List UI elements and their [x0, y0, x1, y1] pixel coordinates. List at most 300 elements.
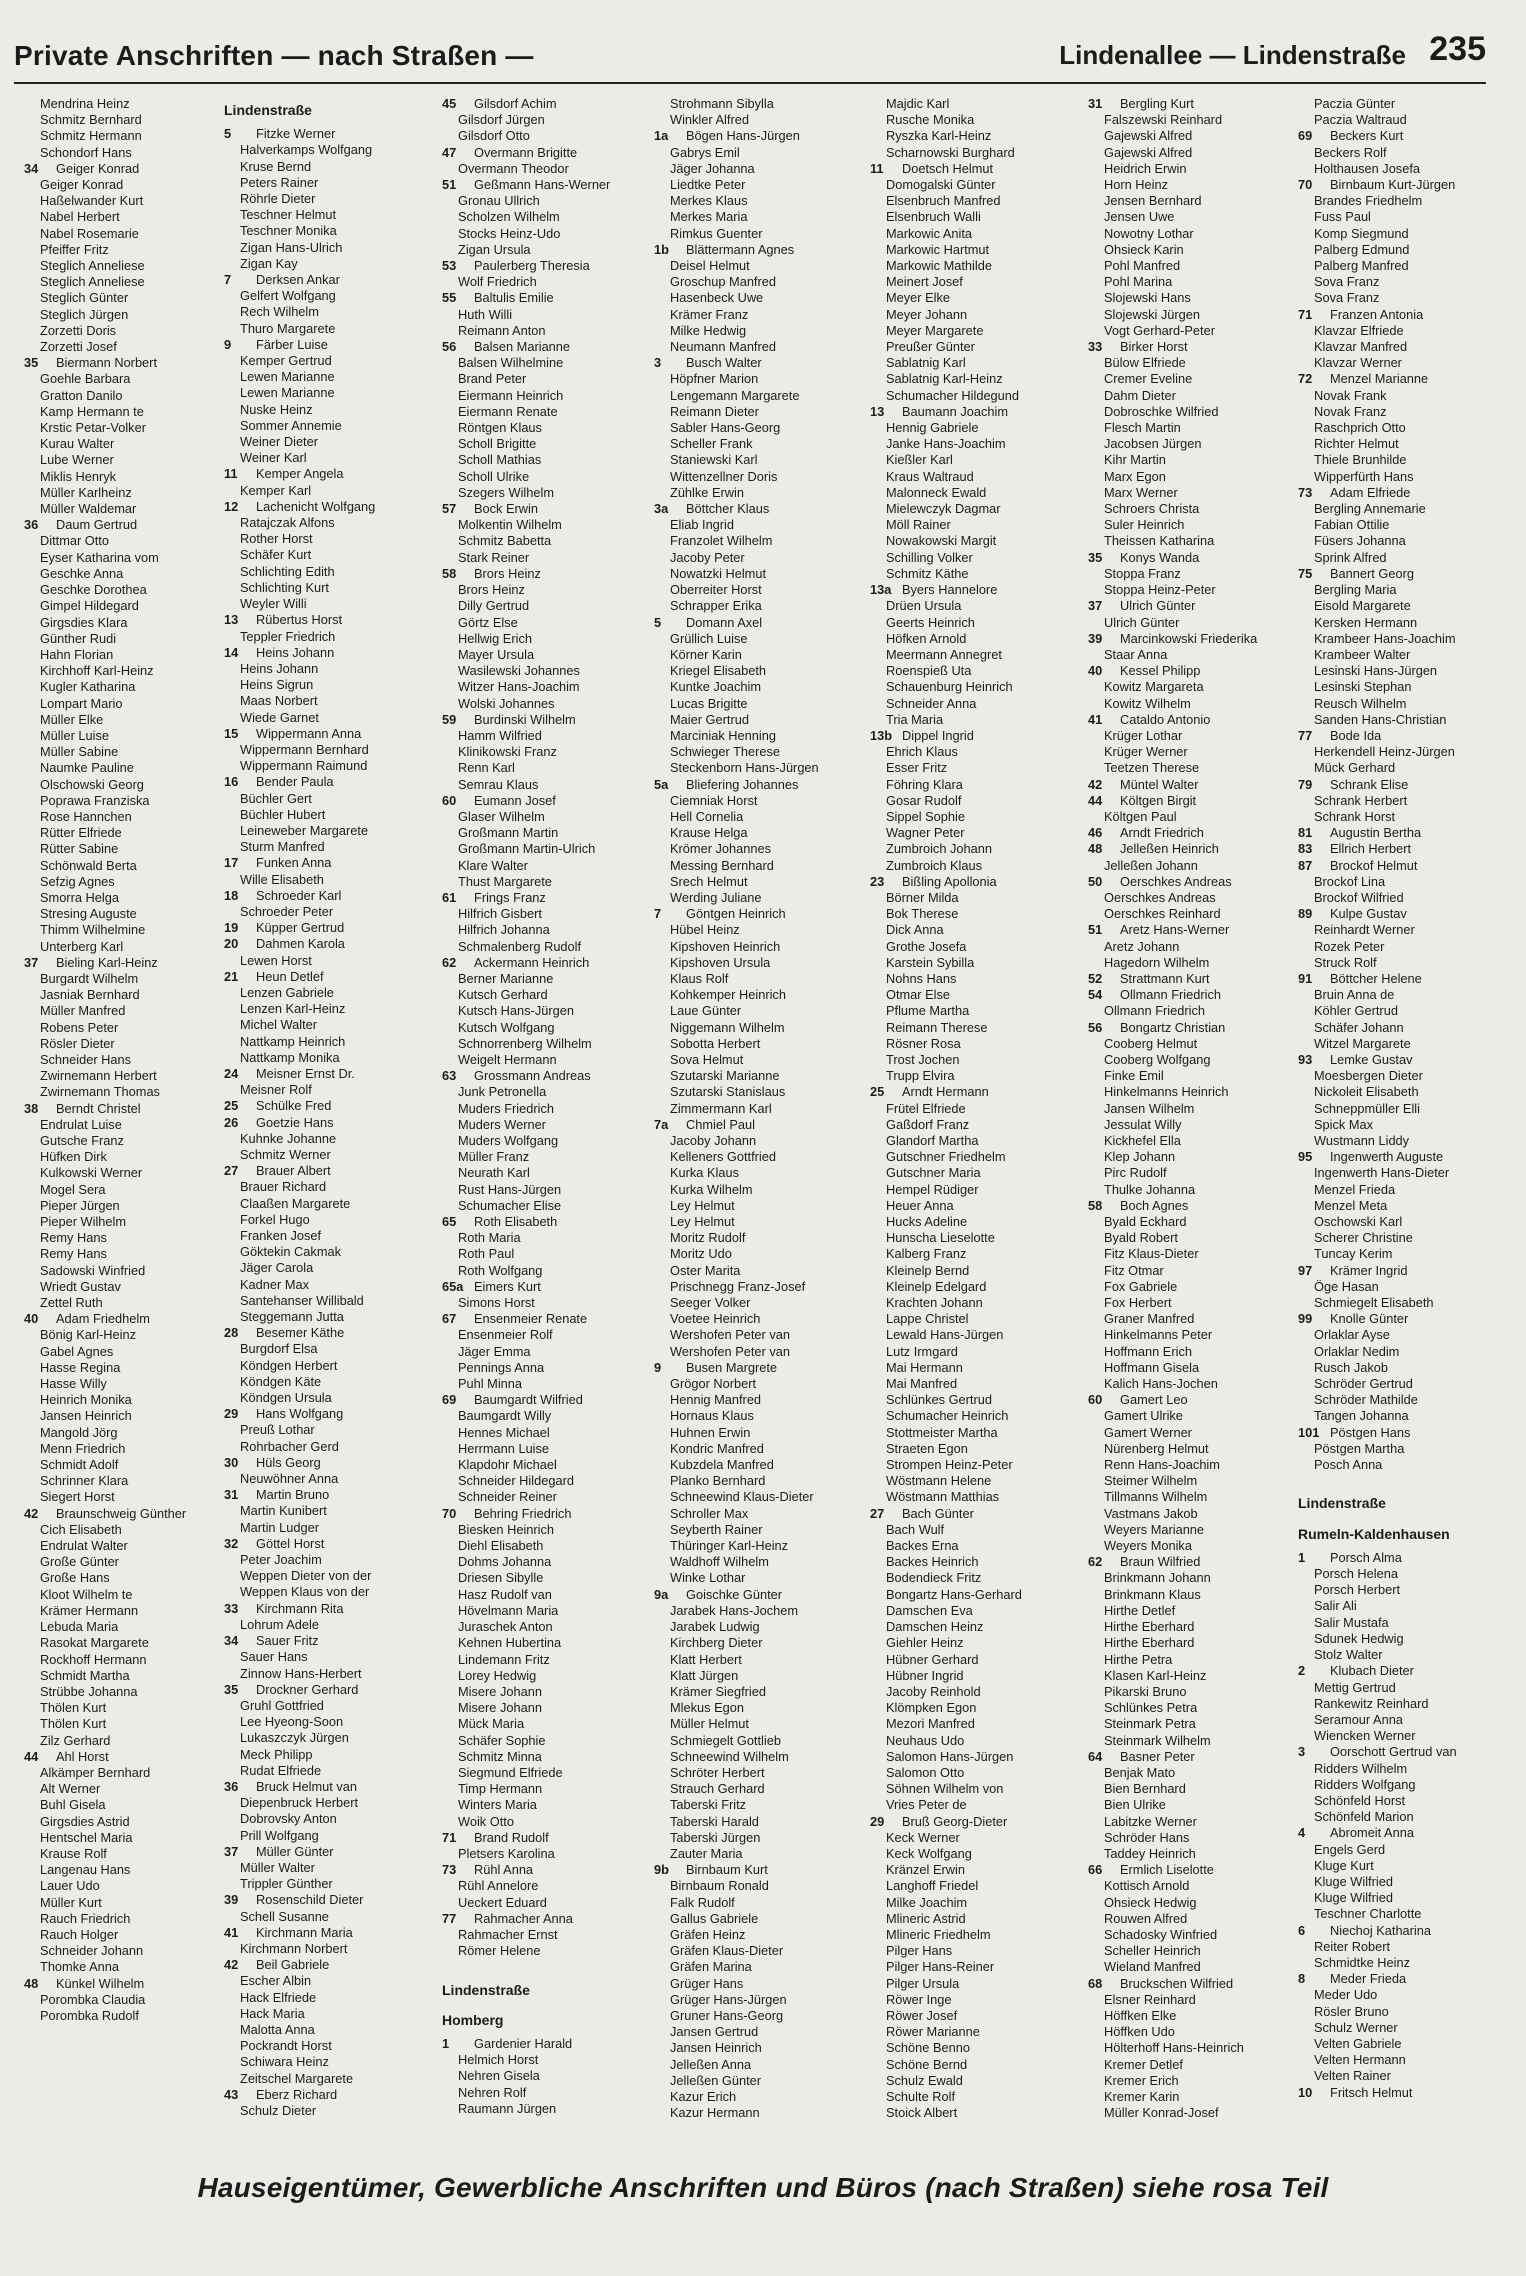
resident-name: Nehren Gisela	[458, 2068, 540, 2084]
resident-name: Hell Cornelia	[670, 808, 744, 824]
resident-name: Porsch Helena	[1314, 1566, 1398, 1582]
resident-name: Holthausen Josefa	[1314, 160, 1420, 176]
resident-name: Köndgen Ursula	[240, 1390, 332, 1406]
resident-name: Bongartz Christian	[1120, 1019, 1226, 1035]
house-number-entry	[1088, 874, 1293, 890]
resident-name: Damschen Eva	[886, 1602, 973, 1618]
resident-name: Kirchhoff Karl-Heinz	[40, 663, 154, 679]
house-number: 27	[870, 1505, 885, 1521]
resident-name: Beil Gabriele	[256, 1957, 330, 1973]
resident-name: Hinkelmanns Peter	[1104, 1327, 1213, 1343]
resident-name: Rahmacher Ernst	[458, 1926, 558, 1942]
house-number: 43	[224, 2086, 239, 2102]
resident-name: Brand Peter	[458, 371, 527, 387]
house-number-entry	[224, 126, 429, 142]
resident-name: Driesen Sibylle	[458, 1570, 544, 1586]
resident-name: Franzen Antonia	[1330, 306, 1424, 322]
resident-name: Sobotta Herbert	[670, 1035, 761, 1051]
resident-name: Rohrbacher Gerd	[240, 1438, 339, 1454]
house-number-entry	[654, 1862, 859, 1878]
resident-name: Heins Johann	[256, 644, 335, 660]
resident-name: Bergling Kurt	[1120, 96, 1194, 111]
resident-name: Heins Sigrun	[240, 677, 314, 693]
resident-name: Scholzen Wilhelm	[458, 209, 560, 225]
spacer	[442, 1959, 647, 1975]
resident-name: Böttcher Klaus	[686, 501, 770, 517]
resident-name: Gardenier Harald	[474, 2035, 573, 2051]
resident-name: Orlaklar Ayse	[1314, 1327, 1390, 1343]
resident-name: Mai Manfred	[886, 1376, 958, 1392]
house-number-entry	[442, 145, 647, 161]
resident-name: Schulz Ewald	[886, 2072, 963, 2088]
resident-name: Röwer Inge	[886, 1991, 952, 2007]
resident-name: Arndt Friedrich	[1120, 825, 1204, 841]
resident-name: Diepenbruck Herbert	[240, 1795, 359, 1811]
resident-name: Weyers Marianne	[1104, 1521, 1205, 1537]
resident-name: Kirchmann Norbert	[240, 1940, 348, 1956]
house-number-entry	[1088, 1862, 1293, 1878]
resident-name: Jessulat Willy	[1104, 1116, 1182, 1132]
resident-name: Bieling Karl-Heinz	[56, 954, 158, 970]
house-number-entry	[1298, 1263, 1503, 1279]
resident-name: Dick Anna	[886, 922, 944, 938]
house-number-entry	[24, 1976, 229, 1992]
resident-name: Schneider Hans	[40, 1051, 132, 1067]
resident-name: Kießler Karl	[886, 452, 953, 468]
resident-name: Müller Manfred	[40, 1003, 126, 1019]
resident-name: Hüfken Dirk	[40, 1149, 107, 1165]
resident-name: Oschowski Karl	[1314, 1214, 1403, 1230]
house-number-entry	[224, 645, 429, 661]
resident-name: Graner Manfred	[1104, 1311, 1195, 1327]
house-number-entry	[224, 1163, 429, 1179]
house-number-entry	[1298, 841, 1503, 857]
resident-name: Klasen Karl-Heinz	[1104, 1667, 1207, 1683]
resident-name: Jensen Bernhard	[1104, 193, 1202, 209]
resident-name: Cremer Eveline	[1104, 371, 1193, 387]
resident-name: Ellrich Herbert	[1330, 841, 1412, 857]
house-number-entry	[224, 774, 429, 790]
house-number: 62	[442, 954, 457, 970]
resident-name: Hölterhoff Hans-Heinrich	[1104, 2040, 1244, 2056]
resident-name: Gilsdorf Otto	[458, 128, 530, 144]
resident-name: Giehler Heinz	[886, 1635, 964, 1651]
resident-name: Bißling Apollonia	[902, 873, 997, 889]
house-number-entry	[1298, 1311, 1503, 1327]
house-number-entry	[870, 582, 1075, 598]
spacer	[1298, 1473, 1503, 1489]
resident-name: Mettig Gertrud	[1314, 1679, 1396, 1695]
resident-name: Zumbroich Johann	[886, 841, 992, 857]
resident-name: Schneppmüller Elli	[1314, 1100, 1420, 1116]
resident-name: Roth Elisabeth	[474, 1214, 558, 1230]
resident-name: Juraschek Anton	[458, 1619, 553, 1635]
resident-name: Meisner Ernst Dr.	[256, 1065, 355, 1081]
resident-name: Fuss Paul	[1314, 209, 1371, 225]
house-number-entry	[870, 1814, 1075, 1830]
resident-name: Boch Agnes	[1120, 1197, 1189, 1213]
house-number-entry	[224, 726, 429, 742]
resident-name: Strauch Gerhard	[670, 1781, 765, 1797]
resident-name: Schröter Herbert	[670, 1764, 765, 1780]
resident-name: Domogalski Günter	[886, 177, 996, 193]
resident-name: Fritsch Helmut	[1330, 2084, 1413, 2100]
resident-name: Jäger Emma	[458, 1343, 531, 1359]
resident-name: Müller Helmut	[670, 1716, 749, 1732]
resident-name: Sdunek Hedwig	[1314, 1630, 1404, 1646]
resident-name: Gabrys Emil	[670, 144, 740, 160]
resident-name: Wiencken Werner	[1314, 1728, 1416, 1744]
resident-name: Schneewind Klaus-Dieter	[670, 1489, 814, 1505]
resident-name: Rosenschild Dieter	[256, 1892, 364, 1908]
house-number-entry	[1298, 1744, 1503, 1760]
resident-name: Görtz Else	[458, 614, 518, 630]
house-number: 2	[1298, 1663, 1306, 1679]
house-number: 47	[442, 144, 457, 160]
resident-name: Rösler Bruno	[1314, 2003, 1389, 2019]
resident-name: Nowatzki Helmut	[670, 565, 767, 581]
resident-name: Biesken Heinrich	[458, 1521, 555, 1537]
resident-name: Schiwara Heinz	[240, 2054, 329, 2070]
house-number: 33	[224, 1600, 239, 1616]
resident-name: Gamert Werner	[1104, 1424, 1192, 1440]
resident-name: Zigan Ursula	[458, 241, 531, 257]
house-number-entry	[442, 793, 647, 809]
resident-name: Drüen Ursula	[886, 598, 962, 614]
resident-name: Alkämper Bernhard	[40, 1764, 151, 1780]
column-7	[1298, 96, 1503, 2158]
house-number: 50	[1088, 873, 1103, 889]
resident-name: Rimkus Guenter	[670, 225, 763, 241]
resident-name: Karstein Sybilla	[886, 954, 975, 970]
resident-name: Abromeit Anna	[1330, 1825, 1414, 1841]
resident-name: Bruin Anna de	[1314, 987, 1395, 1003]
resident-name: Stolz Walter	[1314, 1647, 1383, 1663]
resident-name: Wolf Friedrich	[458, 274, 537, 290]
resident-name: Dahmen Karola	[256, 936, 345, 952]
resident-name: Behring Friedrich	[474, 1505, 572, 1521]
resident-name: Büchler Hubert	[240, 806, 326, 822]
house-number: 12	[224, 498, 239, 514]
resident-name: Burgardt Wilhelm	[40, 970, 139, 986]
resident-name: Stresing Auguste	[40, 906, 137, 922]
resident-name: Niggemann Wilhelm	[670, 1019, 785, 1035]
resident-name: Göttel Horst	[256, 1535, 325, 1551]
house-number-entry	[224, 466, 429, 482]
resident-name: Schneider Hildegard	[458, 1473, 574, 1489]
house-number-entry	[442, 501, 647, 517]
resident-name: Schmiegelt Gottlieb	[670, 1732, 781, 1748]
resident-name: Eliab Ingrid	[670, 517, 735, 533]
resident-name: Schneider Johann	[40, 1943, 144, 1959]
house-number-entry	[24, 955, 229, 971]
resident-name: Lutz Irmgard	[886, 1343, 958, 1359]
resident-name: Kalberg Franz	[886, 1246, 967, 1262]
resident-name: Santehanser Willibald	[240, 1292, 364, 1308]
resident-name: Lindemann Fritz	[458, 1651, 550, 1667]
resident-name: Schöne Benno	[886, 2040, 970, 2056]
resident-name: Schneider Anna	[886, 695, 977, 711]
resident-name: Schroers Christa	[1104, 501, 1200, 517]
resident-name: Lube Werner	[40, 452, 114, 468]
house-number: 95	[1298, 1149, 1313, 1165]
house-number: 65a	[442, 1278, 464, 1294]
resident-name: Backes Erna	[886, 1538, 959, 1554]
resident-name: Preußer Günter	[886, 339, 975, 355]
resident-name: Hübner Gerhard	[886, 1651, 979, 1667]
house-number: 99	[1298, 1311, 1313, 1327]
house-number-entry	[224, 1925, 429, 1941]
resident-name: Ensenmeier Renate	[474, 1311, 588, 1327]
resident-name: Färber Luise	[256, 336, 328, 352]
resident-name: Rösner Rosa	[886, 1035, 961, 1051]
house-number: 93	[1298, 1051, 1313, 1067]
resident-name: Pfeiffer Fritz	[40, 241, 109, 257]
resident-name: Nürenberg Helmut	[1104, 1440, 1209, 1456]
house-number: 1a	[654, 128, 669, 144]
resident-name: Sturm Manfred	[240, 839, 325, 855]
resident-name: Menzel Frieda	[1314, 1181, 1396, 1197]
resident-name: Lenzen Gabriele	[240, 984, 334, 1000]
resident-name: Heidrich Erwin	[1104, 160, 1187, 176]
resident-name: Peters Rainer	[240, 174, 319, 190]
resident-name: Fitz Klaus-Dieter	[1104, 1246, 1199, 1262]
resident-name: Bülow Elfriede	[1104, 355, 1186, 371]
resident-name: Moritz Rudolf	[670, 1230, 746, 1246]
resident-name: Klinikowski Franz	[458, 744, 557, 760]
resident-name: Hack Elfriede	[240, 1989, 317, 2005]
resident-name: Neumann Manfred	[670, 339, 776, 355]
resident-name: Planko Bernhard	[670, 1473, 766, 1489]
resident-name: Ulrich Günter	[1120, 598, 1196, 614]
resident-name: Goischke Günter	[686, 1586, 783, 1602]
resident-name: Niechoj Katharina	[1330, 1922, 1432, 1938]
house-number: 41	[1088, 711, 1103, 727]
resident-name: Kulkowski Werner	[40, 1165, 143, 1181]
resident-name: Kluge Kurt	[1314, 1857, 1374, 1873]
resident-name: Röwer Marianne	[886, 2024, 980, 2040]
resident-name: Kickhefel Ella	[1104, 1133, 1181, 1148]
house-number-entry	[1298, 1052, 1503, 1068]
resident-name: Meisner Rolf	[240, 1082, 312, 1098]
resident-name: Kessel Philipp	[1120, 663, 1201, 679]
resident-name: Rühl Annelore	[458, 1878, 539, 1894]
resident-name: Seramour Anna	[1314, 1711, 1403, 1727]
resident-name: Roth Maria	[458, 1230, 521, 1246]
resident-name: Meyer Margarete	[886, 322, 984, 338]
resident-name: Teppler Friedrich	[240, 628, 336, 644]
street-heading: Homberg	[442, 2011, 504, 2028]
house-number-entry	[1298, 825, 1503, 841]
resident-name: Schneewind Wilhelm	[670, 1748, 789, 1764]
resident-name: Sauer Hans	[240, 1649, 308, 1665]
house-number-entry	[654, 242, 859, 258]
house-number-entry	[654, 501, 859, 517]
house-number-entry	[224, 1601, 429, 1617]
resident-name: Glaser Wilhelm	[458, 808, 545, 824]
house-number-entry	[654, 615, 859, 631]
resident-name: Böttcher Helene	[1330, 970, 1422, 986]
resident-name: Sommer Annemie	[240, 417, 342, 433]
resident-name: Neurath Karl	[458, 1165, 530, 1181]
resident-name: Müntel Walter	[1120, 776, 1199, 792]
resident-name: Hasse Regina	[40, 1359, 121, 1375]
resident-name: Steinmark Petra	[1104, 1716, 1196, 1732]
resident-name: Prill Wolfgang	[240, 1827, 319, 1843]
house-number: 34	[24, 160, 39, 176]
resident-name: Günther Rudi	[40, 630, 117, 646]
resident-name: Meder Udo	[1314, 1987, 1378, 2003]
resident-name: Roth Wolfgang	[458, 1262, 543, 1278]
house-number-entry	[1298, 777, 1503, 793]
house-number-entry	[1088, 777, 1293, 793]
house-number: 30	[224, 1454, 239, 1470]
resident-name: Kirchberg Dieter	[670, 1635, 763, 1651]
resident-name: Junk Petronella	[458, 1084, 547, 1100]
resident-name: Glandorf Martha	[886, 1133, 979, 1148]
resident-name: Molkentin Wilhelm	[458, 517, 562, 533]
house-number: 51	[442, 177, 457, 193]
resident-name: Robens Peter	[40, 1019, 119, 1035]
resident-name: Kutsch Wolfgang	[458, 1019, 555, 1035]
resident-name: Oberreiter Horst	[670, 582, 762, 598]
resident-name: Lengemann Margarete	[670, 387, 800, 403]
resident-name: Hirthe Eberhard	[1104, 1619, 1195, 1635]
resident-name: Busch Walter	[686, 355, 762, 371]
resident-name: Scheller Heinrich	[1104, 1943, 1201, 1959]
resident-name: Brauer Albert	[256, 1163, 331, 1179]
resident-name: Schulte Rolf	[886, 2088, 955, 2104]
resident-name: Wershofen Peter van	[670, 1327, 790, 1343]
resident-name: Pockrandt Horst	[240, 2038, 332, 2054]
resident-name: Miklis Henryk	[40, 468, 117, 484]
resident-name: Klavzar Manfred	[1314, 339, 1408, 355]
house-number: 55	[442, 290, 457, 306]
resident-name: Baumgardt Wilfried	[474, 1392, 583, 1408]
column-2	[224, 96, 429, 2158]
resident-name: Teschner Helmut	[240, 207, 337, 223]
resident-name: Lewen Marianne	[240, 369, 335, 385]
resident-name: Struck Rolf	[1314, 954, 1377, 970]
resident-name: Mangold Jörg	[40, 1424, 118, 1440]
house-number-entry	[224, 1682, 429, 1698]
house-number: 73	[442, 1862, 457, 1878]
resident-name: Taberski Fritz	[670, 1797, 747, 1813]
resident-name: Michel Walter	[240, 1017, 318, 1033]
resident-name: Sabler Hans-Georg	[670, 420, 781, 436]
house-number-entry	[1088, 987, 1293, 1003]
resident-name: Ahl Horst	[56, 1748, 109, 1764]
resident-name: Stark Reiner	[458, 549, 530, 565]
resident-name: Kluge Wilfried	[1314, 1873, 1393, 1889]
resident-name: Dilly Gertrud	[458, 598, 530, 614]
resident-name: Grögor Norbert	[670, 1376, 757, 1392]
resident-name: Nuske Heinz	[240, 401, 313, 417]
house-number-entry	[224, 936, 429, 952]
column-4	[654, 96, 859, 2158]
resident-name: Berner Marianne	[458, 970, 554, 986]
resident-name: Marciniak Henning	[670, 727, 776, 743]
resident-name: Milke Hedwig	[670, 322, 747, 338]
resident-name: Salir Mustafa	[1314, 1614, 1389, 1630]
house-number-entry	[1298, 1825, 1503, 1841]
house-number: 91	[1298, 970, 1313, 986]
column-5	[870, 96, 1075, 2158]
resident-name: Klavzar Elfriede	[1314, 322, 1404, 338]
resident-name: Öge Hasan	[1314, 1278, 1379, 1294]
page-number: 235	[1429, 30, 1486, 68]
resident-name: Labitzke Werner	[1104, 1813, 1197, 1829]
resident-name: Stottmeister Martha	[886, 1424, 998, 1440]
resident-name: Schrank Horst	[1314, 808, 1396, 824]
resident-name: Endrulat Luise	[40, 1116, 122, 1132]
resident-name: Schmalenberg Rudolf	[458, 938, 582, 954]
house-number: 25	[224, 1098, 239, 1114]
house-number-entry	[1298, 566, 1503, 582]
resident-name: Jasniak Bernhard	[40, 987, 140, 1003]
resident-name: Lenzen Karl-Heinz	[240, 1001, 346, 1017]
house-number: 13	[870, 403, 885, 419]
street-range-title: Lindenallee — Lindenstraße	[1059, 40, 1406, 70]
house-number-entry	[224, 612, 429, 628]
resident-name: Orlaklar Nedim	[1314, 1343, 1400, 1359]
resident-name: Schmitz Käthe	[886, 565, 969, 581]
resident-name: Hennes Michael	[458, 1424, 550, 1440]
resident-name: Jelleßen Günter	[670, 2072, 762, 2088]
house-number: 64	[1088, 1748, 1103, 1764]
house-number-entry	[1088, 1020, 1293, 1036]
resident-name: Paulerberg Theresia	[474, 258, 590, 274]
resident-name: Pieper Wilhelm	[40, 1214, 127, 1230]
resident-name: Grothe Josefa	[886, 938, 967, 954]
resident-name: Krause Helga	[670, 825, 748, 841]
resident-name: Helmich Horst	[458, 2052, 539, 2068]
house-number-entry	[24, 517, 229, 533]
resident-name: Dobroschke Wilfried	[1104, 403, 1219, 419]
house-number-entry	[1298, 1425, 1503, 1441]
resident-name: Szegers Wilhelm	[458, 484, 555, 500]
house-number-entry	[24, 1101, 229, 1117]
resident-name: Lachenicht Wolfgang	[256, 498, 376, 514]
resident-name: Palberg Manfred	[1314, 258, 1409, 274]
resident-name: Arndt Hermann	[902, 1084, 989, 1100]
resident-name: Escher Albin	[240, 1973, 312, 1989]
resident-name: Krämer Siegfried	[670, 1683, 767, 1699]
resident-name: Höpfner Marion	[670, 371, 759, 387]
resident-name: Scheller Frank	[670, 436, 753, 452]
resident-name: Wiede Garnet	[240, 709, 319, 725]
house-number: 60	[1088, 1392, 1103, 1408]
resident-name: Mai Hermann	[886, 1359, 963, 1375]
resident-name: Bok Therese	[886, 906, 959, 922]
house-number-entry	[442, 258, 647, 274]
resident-name: Kloot Wilhelm te	[40, 1586, 133, 1602]
resident-name: Kremer Karin	[1104, 2088, 1180, 2104]
resident-name: Dippel Ingrid	[902, 727, 974, 743]
resident-name: Goehle Barbara	[40, 371, 131, 387]
house-number: 3a	[654, 501, 669, 517]
house-number-entry	[224, 969, 429, 985]
resident-name: Kleinelp Edelgard	[886, 1278, 987, 1294]
resident-name: Kulpe Gustav	[1330, 906, 1407, 922]
resident-name: Eimers Kurt	[474, 1278, 541, 1294]
house-number: 9	[224, 336, 232, 352]
resident-name: Nowakowski Margit	[886, 533, 997, 549]
resident-name: Kipshoven Heinrich	[670, 938, 781, 954]
resident-name: Aretz Hans-Werner	[1120, 922, 1230, 938]
resident-name: Reimann Therese	[886, 1019, 988, 1035]
resident-name: Porsch Herbert	[1314, 1582, 1401, 1598]
